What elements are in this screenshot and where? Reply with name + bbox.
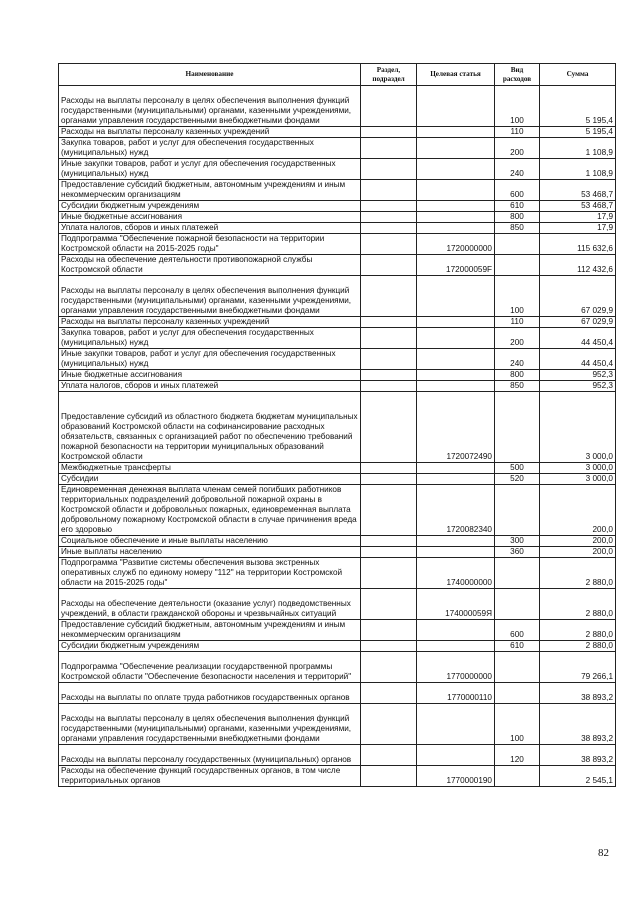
row-sum: 38 893,2 — [540, 704, 616, 745]
table-row — [59, 474, 616, 485]
row-target — [417, 276, 495, 317]
row-target — [417, 201, 495, 212]
table-row — [59, 223, 616, 234]
row-name: Расходы на обеспечение деятельности противопожарной службы Костромской области — [59, 255, 361, 276]
row-section — [361, 370, 417, 381]
row-target — [417, 381, 495, 392]
row-name: Уплата налогов, сборов и иных платежей — [59, 381, 361, 392]
table-row — [59, 180, 616, 201]
row-type: 610 — [495, 201, 540, 212]
row-name: Подпрограмма "Обеспечение реализации государственной программы Костромской области "Обеспечение безопасности населения и территорий" — [59, 652, 361, 683]
budget-table — [58, 63, 616, 787]
row-type — [495, 234, 540, 255]
row-name: Межбюджетные трансферты — [59, 463, 361, 474]
row-section — [361, 558, 417, 589]
table-row — [59, 86, 616, 127]
header-section: Раздел, подраздел — [361, 64, 417, 86]
row-name: Расходы на выплаты персоналу в целях обеспечения выполнения функций государственными (муниципальными) органами, казенными учреждениями, органами управления государственными внебюджетными фондами — [59, 276, 361, 317]
table-row — [59, 127, 616, 138]
row-name: Субсидии бюджетным учреждениям — [59, 201, 361, 212]
row-section — [361, 463, 417, 474]
row-name: Предоставление субсидий из областного бюджета бюджетам муниципальных образований Костромской области на софинансирование расходных обязательств, связанных с организацией работ по обеспечению требований пожарной безопасности на территории муниципальных образований Костромской области — [59, 392, 361, 463]
row-section — [361, 392, 417, 463]
table-row — [59, 463, 616, 474]
row-name: Уплата налогов, сборов и иных платежей — [59, 223, 361, 234]
row-target — [417, 159, 495, 180]
row-target — [417, 547, 495, 558]
row-type — [495, 652, 540, 683]
row-name: Подпрограмма "Обеспечение пожарной безопасности на территории Костромской области на 2015-2025 годы" — [59, 234, 361, 255]
row-type: 100 — [495, 704, 540, 745]
row-target: 1720072490 — [417, 392, 495, 463]
row-type: 850 — [495, 381, 540, 392]
row-type — [495, 589, 540, 620]
table-row — [59, 370, 616, 381]
row-section — [361, 138, 417, 159]
table-row — [59, 652, 616, 683]
row-name: Предоставление субсидий бюджетным, автономным учреждениям и иным некоммерческим организациям — [59, 620, 361, 641]
row-target — [417, 328, 495, 349]
row-sum: 1 108,9 — [540, 138, 616, 159]
row-name: Иные выплаты населению — [59, 547, 361, 558]
row-target — [417, 745, 495, 766]
table-row — [59, 159, 616, 180]
table-row — [59, 641, 616, 652]
row-target — [417, 212, 495, 223]
row-section — [361, 180, 417, 201]
row-name: Единовременная денежная выплата членам семей погибших работников территориальных подразделений добровольной пожарной охраны в Костромской области и добровольных пожарных, единовременная выплата добровольному пожарному Костромской области в случае причинения вреда его здоровью — [59, 485, 361, 536]
row-name: Иные бюджетные ассигнования — [59, 370, 361, 381]
row-section — [361, 276, 417, 317]
row-sum: 112 432,6 — [540, 255, 616, 276]
table-row — [59, 255, 616, 276]
row-type: 110 — [495, 127, 540, 138]
row-sum: 17,9 — [540, 212, 616, 223]
row-name: Расходы на выплаты по оплате труда работников государственных органов — [59, 683, 361, 704]
row-sum: 5 195,4 — [540, 127, 616, 138]
header-name: Наименование — [59, 64, 361, 86]
row-sum: 38 893,2 — [540, 745, 616, 766]
row-section — [361, 704, 417, 745]
row-target — [417, 127, 495, 138]
row-sum: 3 000,0 — [540, 392, 616, 463]
row-target — [417, 223, 495, 234]
table-row — [59, 485, 616, 536]
row-name: Иные закупки товаров, работ и услуг для обеспечения государственных (муниципальных) нужд — [59, 159, 361, 180]
table-row — [59, 201, 616, 212]
row-section — [361, 234, 417, 255]
row-section — [361, 349, 417, 370]
row-type: 200 — [495, 138, 540, 159]
row-target — [417, 536, 495, 547]
row-section — [361, 159, 417, 180]
row-target — [417, 474, 495, 485]
row-type — [495, 392, 540, 463]
header-sum: Сумма — [540, 64, 616, 86]
table-row — [59, 381, 616, 392]
row-name: Иные закупки товаров, работ и услуг для обеспечения государственных (муниципальных) нужд — [59, 349, 361, 370]
row-sum: 952,3 — [540, 381, 616, 392]
row-section — [361, 223, 417, 234]
row-name: Подпрограмма "Развитие системы обеспечения вызова экстренных оперативных служб по единому номеру "112" на территории Костромской области на 2015-2025 годы" — [59, 558, 361, 589]
row-sum: 2 880,0 — [540, 589, 616, 620]
table-header-row — [59, 64, 616, 86]
row-target: 1770000110 — [417, 683, 495, 704]
table-row — [59, 766, 616, 787]
row-target — [417, 349, 495, 370]
row-sum: 200,0 — [540, 547, 616, 558]
row-type: 800 — [495, 212, 540, 223]
row-type — [495, 485, 540, 536]
table-row — [59, 620, 616, 641]
row-target: 172000059F — [417, 255, 495, 276]
row-type: 100 — [495, 86, 540, 127]
row-section — [361, 536, 417, 547]
row-section — [361, 766, 417, 787]
row-type — [495, 558, 540, 589]
row-target — [417, 317, 495, 328]
row-type: 800 — [495, 370, 540, 381]
row-target — [417, 641, 495, 652]
row-type — [495, 683, 540, 704]
row-sum: 2 880,0 — [540, 641, 616, 652]
header-type: Вид расходов — [495, 64, 540, 86]
row-type: 600 — [495, 180, 540, 201]
row-name: Предоставление субсидий бюджетным, автономным учреждениям и иным некоммерческим организациям — [59, 180, 361, 201]
row-sum: 44 450,4 — [540, 328, 616, 349]
row-sum: 79 266,1 — [540, 652, 616, 683]
row-sum: 38 893,2 — [540, 683, 616, 704]
row-target — [417, 86, 495, 127]
row-target: 1740000000 — [417, 558, 495, 589]
row-name: Расходы на выплаты персоналу в целях обеспечения выполнения функций государственными (муниципальными) органами, казенными учреждениями, органами управления государственными внебюджетными фондами — [59, 704, 361, 745]
row-sum: 952,3 — [540, 370, 616, 381]
row-sum: 53 468,7 — [540, 201, 616, 212]
table-row — [59, 234, 616, 255]
row-type: 520 — [495, 474, 540, 485]
row-target: 1720082340 — [417, 485, 495, 536]
row-sum: 67 029,9 — [540, 317, 616, 328]
row-sum: 200,0 — [540, 485, 616, 536]
row-sum: 53 468,7 — [540, 180, 616, 201]
row-section — [361, 745, 417, 766]
row-sum: 115 632,6 — [540, 234, 616, 255]
row-name: Расходы на выплаты персоналу казенных учреждений — [59, 127, 361, 138]
row-sum: 2 545,1 — [540, 766, 616, 787]
row-name: Расходы на обеспечение функций государственных органов, в том числе территориальных органов — [59, 766, 361, 787]
table-row — [59, 276, 616, 317]
row-type: 240 — [495, 349, 540, 370]
row-sum: 67 029,9 — [540, 276, 616, 317]
row-type: 610 — [495, 641, 540, 652]
row-name: Субсидии бюджетным учреждениям — [59, 641, 361, 652]
row-section — [361, 381, 417, 392]
row-type — [495, 255, 540, 276]
row-target: 1720000000 — [417, 234, 495, 255]
row-sum: 1 108,9 — [540, 159, 616, 180]
row-name: Расходы на выплаты персоналу казенных учреждений — [59, 317, 361, 328]
table-row — [59, 317, 616, 328]
row-type: 110 — [495, 317, 540, 328]
row-section — [361, 652, 417, 683]
row-name: Расходы на обеспечение деятельности (оказание услуг) подведомственных учреждений, в области гражданской обороны и чрезвычайных ситуаций — [59, 589, 361, 620]
row-target — [417, 620, 495, 641]
row-sum: 3 000,0 — [540, 474, 616, 485]
row-type: 500 — [495, 463, 540, 474]
table-row — [59, 558, 616, 589]
table-row — [59, 683, 616, 704]
row-type: 360 — [495, 547, 540, 558]
row-section — [361, 317, 417, 328]
row-section — [361, 86, 417, 127]
row-section — [361, 683, 417, 704]
row-sum: 5 195,4 — [540, 86, 616, 127]
row-section — [361, 589, 417, 620]
table-row — [59, 536, 616, 547]
table-row — [59, 392, 616, 463]
row-section — [361, 127, 417, 138]
table-row — [59, 349, 616, 370]
row-target: 174000059Я — [417, 589, 495, 620]
row-section — [361, 201, 417, 212]
row-type: 200 — [495, 328, 540, 349]
row-sum: 2 880,0 — [540, 620, 616, 641]
table-row — [59, 745, 616, 766]
row-section — [361, 255, 417, 276]
row-type: 100 — [495, 276, 540, 317]
row-section — [361, 474, 417, 485]
row-type: 600 — [495, 620, 540, 641]
row-type — [495, 766, 540, 787]
row-type: 240 — [495, 159, 540, 180]
table-row — [59, 212, 616, 223]
row-section — [361, 485, 417, 536]
row-name: Субсидии — [59, 474, 361, 485]
row-target — [417, 180, 495, 201]
row-target — [417, 138, 495, 159]
row-section — [361, 547, 417, 558]
row-name: Расходы на выплаты персоналу государственных (муниципальных) органов — [59, 745, 361, 766]
row-target: 1770000000 — [417, 652, 495, 683]
row-sum: 3 000,0 — [540, 463, 616, 474]
row-sum: 200,0 — [540, 536, 616, 547]
table-row — [59, 704, 616, 745]
row-section — [361, 212, 417, 223]
row-name: Закупка товаров, работ и услуг для обеспечения государственных (муниципальных) нужд — [59, 138, 361, 159]
row-sum: 2 880,0 — [540, 558, 616, 589]
row-name: Иные бюджетные ассигнования — [59, 212, 361, 223]
row-name: Социальное обеспечение и иные выплаты населению — [59, 536, 361, 547]
row-name: Закупка товаров, работ и услуг для обеспечения государственных (муниципальных) нужд — [59, 328, 361, 349]
table-row — [59, 328, 616, 349]
header-target: Целевая статья — [417, 64, 495, 86]
row-name: Расходы на выплаты персоналу в целях обеспечения выполнения функций государственными (муниципальными) органами, казенными учреждениями, органами управления государственными внебюджетными фондами — [59, 86, 361, 127]
table-row — [59, 138, 616, 159]
row-sum: 17,9 — [540, 223, 616, 234]
row-sum: 44 450,4 — [540, 349, 616, 370]
row-target — [417, 370, 495, 381]
row-target: 1770000190 — [417, 766, 495, 787]
row-target — [417, 704, 495, 745]
table-row — [59, 589, 616, 620]
row-type: 850 — [495, 223, 540, 234]
row-section — [361, 328, 417, 349]
page-number: 82 — [598, 847, 609, 859]
row-type: 300 — [495, 536, 540, 547]
row-section — [361, 620, 417, 641]
row-type: 120 — [495, 745, 540, 766]
row-section — [361, 641, 417, 652]
table-row — [59, 547, 616, 558]
row-target — [417, 463, 495, 474]
